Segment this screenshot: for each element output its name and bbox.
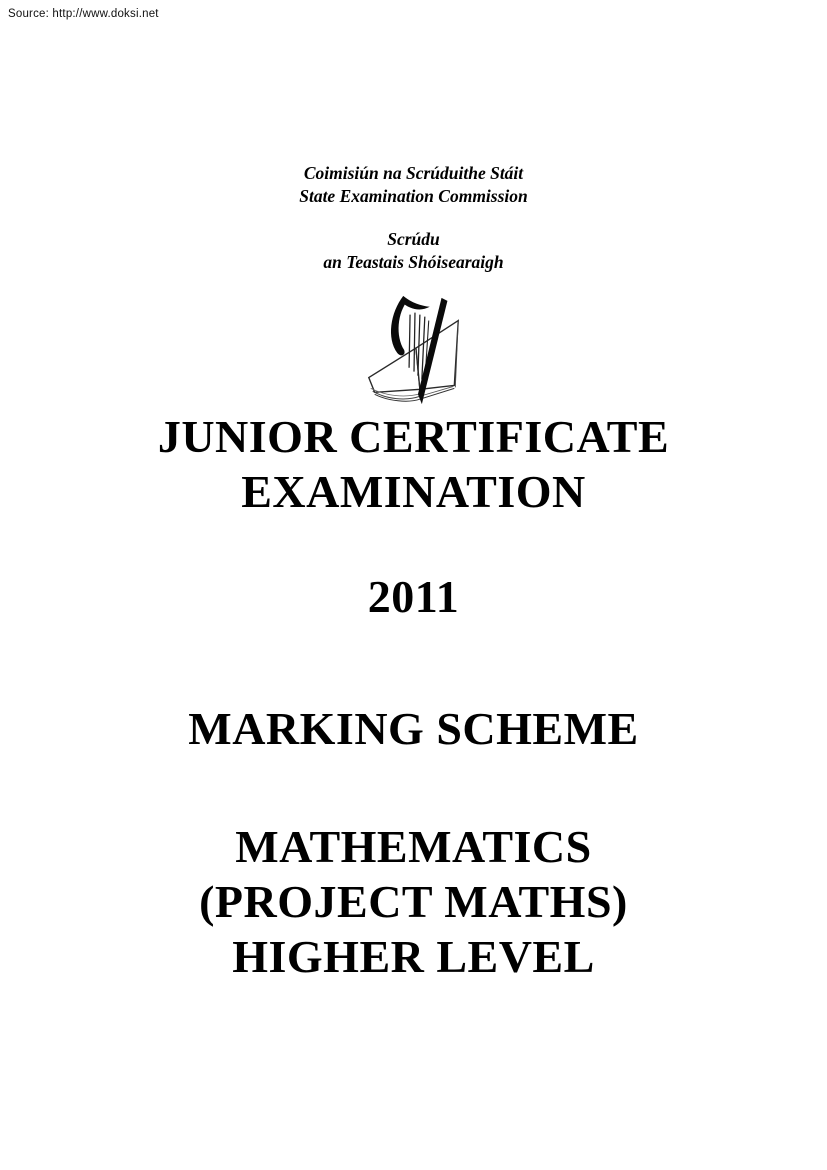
sec-logo — [0, 293, 827, 413]
subject-heading — [0, 819, 827, 984]
exam-title-line1: JUNIOR CERTIFICATE — [157, 411, 670, 462]
exam-name-irish — [0, 228, 827, 274]
commission-name-english: State Examination Commission — [299, 186, 528, 206]
exam-year: 2011 — [367, 571, 460, 622]
exam-name-irish-line2: an Teastais Shóisearaigh — [323, 252, 504, 272]
commission-header — [0, 162, 827, 208]
source-note: Source: http://www.doksi.net — [8, 8, 159, 20]
subject-line3: HIGHER LEVEL — [232, 931, 595, 982]
exam-title-line2: EXAMINATION — [241, 466, 586, 517]
commission-name-irish: Coimisiún na Scrúduithe Stáit — [303, 163, 524, 183]
exam-title — [0, 409, 827, 519]
subject-line1: MATHEMATICS — [235, 821, 592, 872]
marking-scheme-heading: MARKING SCHEME — [188, 703, 639, 754]
exam-name-irish-line1: Scrúdu — [387, 229, 440, 249]
subject-line2: (PROJECT MATHS) — [199, 876, 628, 927]
